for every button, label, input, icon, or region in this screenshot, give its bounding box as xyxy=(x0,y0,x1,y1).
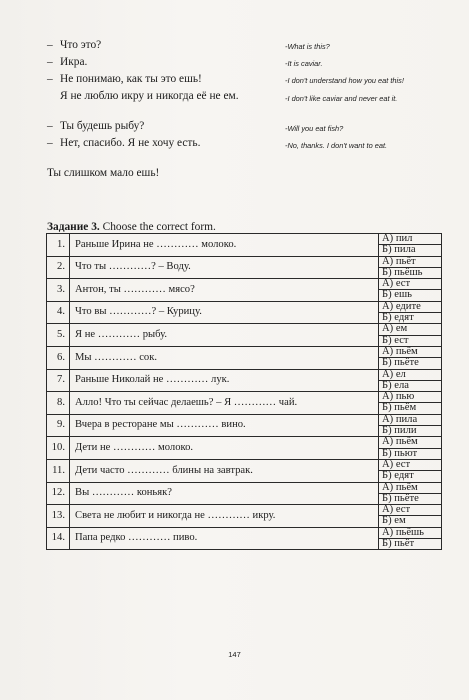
exercise-number: 6. xyxy=(47,346,70,369)
dialogue-line: Что это? xyxy=(60,39,102,51)
exercise-number: 3. xyxy=(47,279,70,302)
exercise-number: 13. xyxy=(47,505,70,528)
option-b[interactable]: Б) едят xyxy=(379,313,442,324)
exercise-row xyxy=(47,437,442,448)
exercise-sentence: Алло! Что ты сейчас делаешь? – Я ………… чай. xyxy=(70,392,379,415)
exercise-row xyxy=(47,279,442,290)
option-b[interactable]: Б) пьёте xyxy=(379,358,442,369)
exercise-sentence: Папа редко ………… пиво. xyxy=(70,527,379,550)
task-label: Задание 3. xyxy=(47,221,100,233)
dialogue-dash: – xyxy=(47,73,53,85)
option-b[interactable]: Б) пьём xyxy=(379,403,442,414)
dialogue-line: Не понимаю, как ты это ешь! xyxy=(60,73,202,85)
exercise-sentence: Дети не ………… молоко. xyxy=(70,437,379,460)
exercise-number: 12. xyxy=(47,482,70,505)
exercise-number: 2. xyxy=(47,256,70,279)
option-a[interactable]: А) пьёшь xyxy=(379,527,442,538)
exercise-row xyxy=(47,527,442,538)
option-a[interactable]: А) ест xyxy=(379,459,442,470)
exercise-number: 4. xyxy=(47,301,70,324)
english-translation: -I don't understand how you eat this! xyxy=(285,76,404,85)
dialogue-dash: – xyxy=(47,39,53,51)
exercise-row xyxy=(47,482,442,493)
dialogue-line: Я не люблю икру и никогда её не ем. xyxy=(60,90,239,102)
option-a[interactable]: А) ест xyxy=(379,279,442,290)
exercise-sentence: Вчера в ресторане мы ………… вино. xyxy=(70,414,379,437)
option-b[interactable]: Б) пьёте xyxy=(379,493,442,504)
exercise-number: 9. xyxy=(47,414,70,437)
task-heading xyxy=(47,221,216,233)
exercise-number: 8. xyxy=(47,392,70,415)
option-b[interactable]: Б) едят xyxy=(379,471,442,482)
dialogue-line: Нет, спасибо. Я не хочу есть. xyxy=(60,137,201,149)
english-translation: -What is this? xyxy=(285,42,330,51)
exercise-number: 10. xyxy=(47,437,70,460)
exercise-number: 14. xyxy=(47,527,70,550)
exercise-sentence: Раньше Ирина не ………… молоко. xyxy=(70,234,379,257)
exercise-sentence: Вы ………… коньяк? xyxy=(70,482,379,505)
exercise-sentence: Раньше Николай не ………… лук. xyxy=(70,369,379,392)
option-b[interactable]: Б) пьёшь xyxy=(379,267,442,278)
english-translation: -I don't like caviar and never eat it. xyxy=(285,94,398,103)
exercise-sentence: Дети часто ………… блины на завтрак. xyxy=(70,459,379,482)
exercise-row xyxy=(47,346,442,357)
option-a[interactable]: А) пьём xyxy=(379,482,442,493)
closing-line: Ты слишком мало ешь! xyxy=(47,167,160,179)
exercise-sentence: Мы ………… сок. xyxy=(70,346,379,369)
option-a[interactable]: А) едите xyxy=(379,301,442,312)
exercise-row xyxy=(47,234,442,245)
exercise-sentence: Антон, ты ………… мясо? xyxy=(70,279,379,302)
exercise-sentence: Я не ………… рыбу. xyxy=(70,324,379,347)
english-translation: -Will you eat fish? xyxy=(285,124,344,133)
option-a[interactable]: А) ест xyxy=(379,505,442,516)
option-b[interactable]: Б) ешь xyxy=(379,290,442,301)
exercise-sentence: Света не любит и никогда не ………… икру. xyxy=(70,505,379,528)
option-b[interactable]: Б) ела xyxy=(379,380,442,391)
option-a[interactable]: А) ел xyxy=(379,369,442,380)
dialogue-dash: – xyxy=(47,137,53,149)
english-translation: -It is caviar. xyxy=(285,59,323,68)
dialogue-dash: – xyxy=(47,120,53,132)
exercise-row xyxy=(47,414,442,425)
exercise-sentence: Что вы …………? – Курицу. xyxy=(70,301,379,324)
exercise-row xyxy=(47,324,442,335)
option-a[interactable]: А) пью xyxy=(379,392,442,403)
exercise-row xyxy=(47,256,442,267)
exercise-sentence: Что ты …………? – Воду. xyxy=(70,256,379,279)
option-b[interactable]: Б) пили xyxy=(379,426,442,437)
page-number: 147 xyxy=(228,650,241,659)
option-a[interactable]: А) ем xyxy=(379,324,442,335)
option-b[interactable]: Б) ест xyxy=(379,335,442,346)
option-b[interactable]: Б) пьют xyxy=(379,448,442,459)
option-b[interactable]: Б) пьёт xyxy=(379,539,442,550)
exercise-row xyxy=(47,369,442,380)
option-a[interactable]: А) пила xyxy=(379,414,442,425)
english-translation: -No, thanks. I don't want to eat. xyxy=(285,141,388,150)
exercise-row xyxy=(47,301,442,312)
option-b[interactable]: Б) ем xyxy=(379,516,442,527)
exercise-number: 11. xyxy=(47,459,70,482)
exercise-row xyxy=(47,505,442,516)
option-a[interactable]: А) пьёт xyxy=(379,256,442,267)
task-instruction: Choose the correct form. xyxy=(102,221,216,233)
dialogue-line: Икра. xyxy=(60,56,88,68)
exercise-number: 7. xyxy=(47,369,70,392)
exercise-table xyxy=(46,233,442,550)
exercise-row xyxy=(47,392,442,403)
option-b[interactable]: Б) пила xyxy=(379,245,442,256)
option-a[interactable]: А) пил xyxy=(379,234,442,245)
exercise-row xyxy=(47,459,442,470)
dialogue-line: Ты будешь рыбу? xyxy=(60,120,145,132)
exercise-number: 5. xyxy=(47,324,70,347)
exercise-number: 1. xyxy=(47,234,70,257)
dialogue-dash: – xyxy=(47,56,53,68)
option-a[interactable]: А) пьём xyxy=(379,437,442,448)
option-a[interactable]: А) пьём xyxy=(379,346,442,357)
